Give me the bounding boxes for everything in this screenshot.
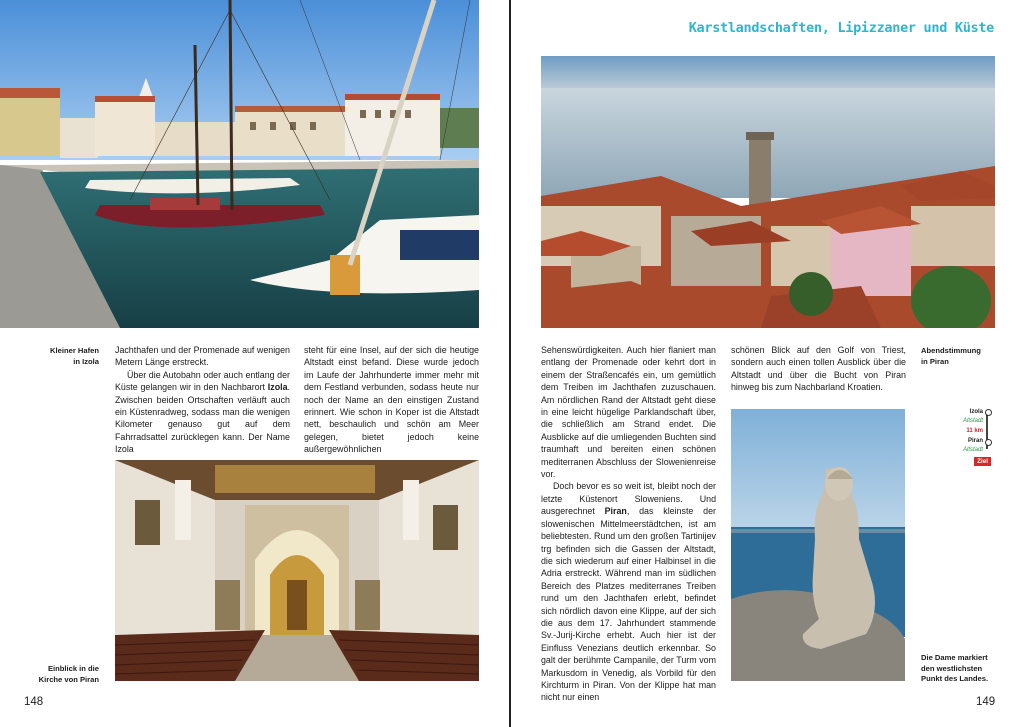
church-interior-photo (115, 460, 479, 681)
route-stop-marker (985, 439, 992, 446)
route-indicator (937, 406, 997, 468)
statue-caption: Die Dame markiert den westlichsten Punkt des Landes. (921, 653, 989, 684)
page-number-right: 149 (976, 696, 996, 708)
left-column-2 (304, 344, 479, 456)
right-page (511, 0, 1020, 727)
paragraph: Über die Autobahn oder auch entlang der Küste gelangen wir in den Nachbarort Izola. Zwischen beiden Ortschaften verläuft auch ein Küstenradweg, sodass man die wenigen Kilometer genauso gut auf dem Fahrradsattel zurücklegen kann. Der Name Izola (115, 369, 290, 455)
paragraph: steht für eine Insel, auf der sich die heutige Altstadt einst befand. Diese wurde jedoch im Laufe der Jahrhunderte immer mehr mit dem Festland verbunden, sodass heute nur noch der Name an den einstigen Zustand erinnert. Wie schon in Koper ist die Altstadt nett, beschaulich und schön am Meer gelegen, bietet jedoch keine außergewöhnlichen (304, 345, 479, 455)
route-stop-izola: Izola (969, 409, 983, 415)
route-goal-badge: Ziel (974, 457, 991, 466)
chapter-heading: Karstlandschaften, Lipizzaner und Küste (688, 20, 994, 36)
left-column-1 (115, 344, 290, 456)
evening-caption: Abendstimmung in Piran (921, 346, 981, 366)
left-page (0, 0, 509, 727)
paragraph: Sehenswürdigkeiten. Auch hier flaniert man entlang der Promenade oder kehrt dort in einem der Straßencafés ein, um gemütlich dem Treiben im Jachthafen zuzuschauen. Am nördlichen Rand der Altstadt geht diese in eine leicht hügelige Parklandschaft über, die schließlich am Strand endet. Die Ausblicke auf die umliegenden Buchten sind traumhaft und bereiten einen schönen mediterranen Abschluss der Slowenienreise vor. (541, 345, 716, 480)
route-stop-izola-sub: Altstadt (962, 418, 983, 424)
church-caption: Einblick in die Kirche von Piran (38, 664, 99, 684)
paragraph: Doch bevor es so weit ist, bleibt noch der letzte Küstenort Sloweniens. Und ausgerechnet Piran, das kleinste der slowenischen Mittelmeerstädtchen, ist am beliebtesten. Rund um den großen Tartinijev trg befinden sich die Gassen der Altstadt, die sich wiederum auf einer Halbinsel in die Adria erstreckt. Während man im südlichen Bereich des Platzes mediterranes Treiben rund um den Jachthafen erlebt, befindet sich nördlich davon eine Klippe, auf der sich die aus dem 17. Jahrhundert stammende Sv.-Jurij-Kirche erhebt. Auch hier ist der Einfluss Venezians deutlich erkennbar. So galt der berühmte Campanile, der Turm vom Markusdom in Venedig, als Vorbild für den Kirchturm in Piran. Von der Klippe hat man nicht nur einen (541, 481, 717, 703)
mermaid-statue-photo (731, 409, 905, 681)
page-number-left: 148 (24, 696, 44, 708)
route-distance: 11 km (966, 428, 983, 434)
harbor-photo (0, 0, 479, 328)
piran-evening-photo (541, 56, 995, 328)
route-stop-piran: Piran (967, 438, 983, 444)
harbor-caption: Kleiner Hafen in Izola (50, 346, 99, 366)
route-stop-piran-sub: Altstadt (962, 447, 983, 453)
paragraph: schönen Blick auf den Golf von Triest, sondern auch einen tollen Ausblick über die Altstadt und über die Bucht von Piran hinweg bis zum Nachbarland Kroatien. (731, 345, 906, 393)
right-column-1 (541, 344, 716, 704)
right-column-2 (731, 344, 906, 394)
route-stop-marker (985, 409, 992, 416)
paragraph: Jachthafen und der Promenade auf wenigen Metern Länge erstreckt. (115, 345, 290, 368)
